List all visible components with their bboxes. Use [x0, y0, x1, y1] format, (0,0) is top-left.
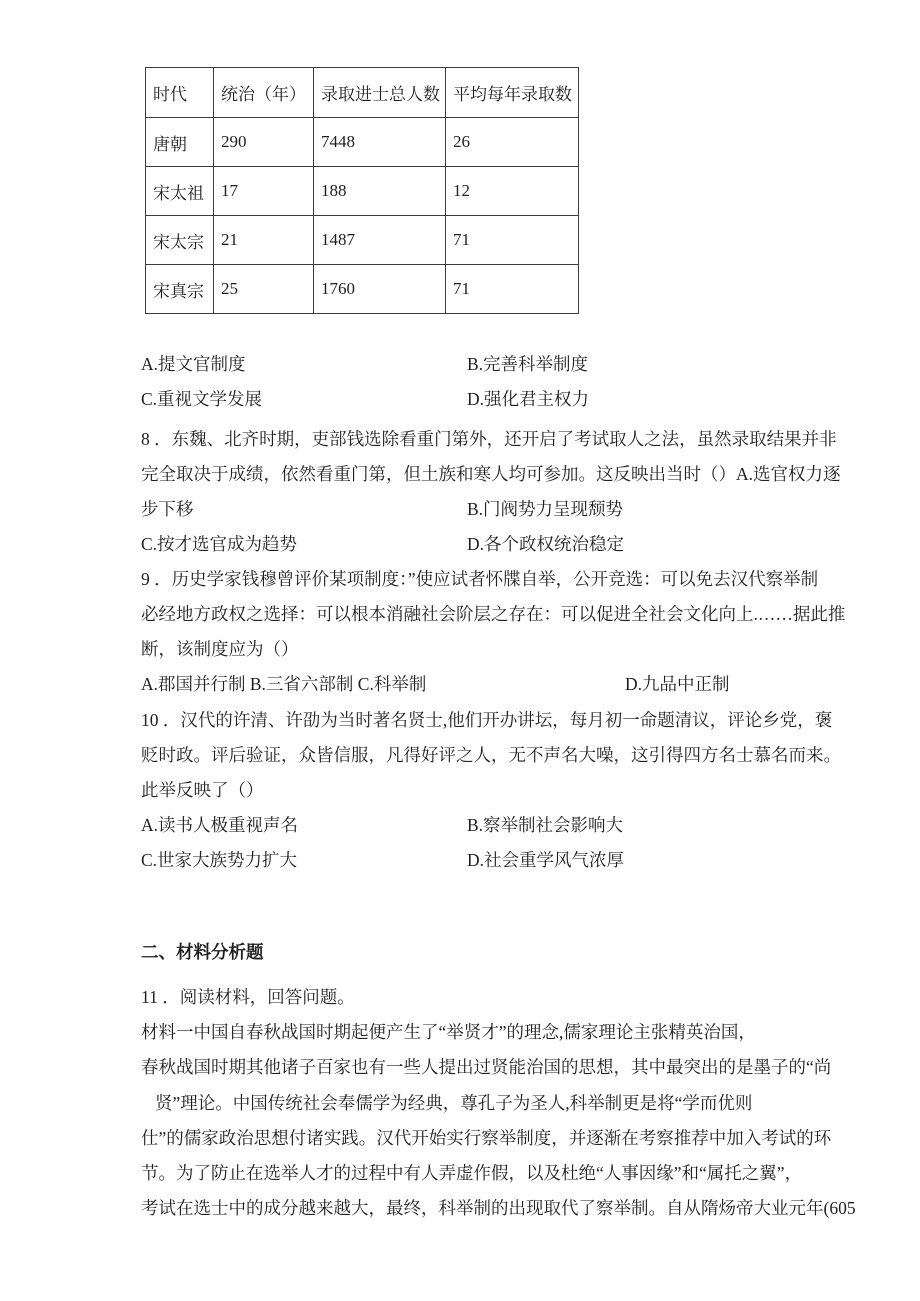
q7-option-d: D.强化君主权力 [467, 389, 590, 409]
q10-option-d: D.社会重学风气浓厚 [467, 850, 625, 870]
material-line-1: 材料一中国自春秋战国时期起便产生了“举贤才”的理念,儒家理论主张精英治国， [141, 1022, 756, 1042]
material-line-4: 仕”的儒家政治思想付诸实践。汉代开始实行察举制度，并逐渐在考察推荐中加入考试的环 [141, 1128, 832, 1148]
table-header-cell: 录取进士总人数 [314, 68, 446, 118]
table-cell: 71 [446, 216, 579, 265]
q8-options-row-1 [141, 497, 806, 521]
q10-option-c: C.世家大族势力扩大 [141, 850, 298, 870]
q8-option-d: D.各个政权统治稳定 [467, 534, 625, 554]
table-cell: 7448 [314, 118, 446, 167]
q11-intro: 11 ．阅读材料，回答问题。 [141, 987, 355, 1007]
table-cell: 1487 [314, 216, 446, 265]
q7-option-b: B.完善科举制度 [467, 354, 589, 374]
table-cell: 12 [446, 167, 579, 216]
q10-line-2: 贬时政。评后验证，众皆信服，凡得好评之人，无不声名大噪，这引得四方名士慕名而来。 [141, 745, 841, 765]
q10-line-3: 此举反映了（） [141, 780, 264, 800]
q9-line-2: 必经地方政权之选择：可以根本消融社会阶层之存在：可以促进全社会文化向上.……据此推 [141, 604, 846, 624]
table-header-cell: 时代 [146, 68, 214, 118]
q8-line-2: 完全取决于成绩，依然看重门第，但土族和寒人均可参加。这反映出当时（）A.选官权力逐 [141, 464, 841, 484]
table-cell: 宋太祖 [146, 167, 214, 216]
material-line-3: 贤”理论。中国传统社会奉儒学为经典，尊孔子为圣人,科举制更是将“学而优则 [155, 1093, 753, 1113]
table-cell: 21 [214, 216, 314, 265]
table-row [146, 216, 579, 265]
section-heading: 二、材料分析题 [141, 942, 264, 962]
table-row [146, 118, 579, 167]
table-header-row [146, 68, 579, 118]
q8-options-row-2 [141, 532, 806, 556]
table-cell: 唐朝 [146, 118, 214, 167]
q7-options-row-2 [141, 387, 806, 411]
table-row [146, 265, 579, 314]
table-cell: 26 [446, 118, 579, 167]
q8-option-c: C.按才选官成为趋势 [141, 534, 298, 554]
q9-line-1: 9 ．历史学家钱穆曾评价某项制度：”使应试者怀牒自举，公开竞选：可以免去汉代察举制 [141, 569, 819, 589]
table-cell: 宋真宗 [146, 265, 214, 314]
q10-options-row-1 [141, 813, 806, 837]
q7-options-row-1 [141, 352, 806, 376]
q9-option-d: D.九品中正制 [625, 674, 730, 694]
table-cell: 290 [214, 118, 314, 167]
table-header-cell: 统治（年） [214, 68, 314, 118]
q8-option-a-cont: 步下移 [141, 499, 194, 519]
q9-options-row [141, 672, 806, 696]
table-cell: 71 [446, 265, 579, 314]
q9-options-abc: A.郡国并行制 B.三省六部制 C.科举制 [141, 674, 427, 694]
q10-option-a: A.读书人极重视声名 [141, 815, 299, 835]
q7-option-a: A.提文官制度 [141, 354, 246, 374]
q10-options-row-2 [141, 848, 806, 872]
q9-line-3: 断，该制度应为（） [141, 639, 299, 659]
material-line-6: 考试在选士中的成分越来越大，最终，科举制的出现取代了察举制。自从隋炀帝大业元年(605 [141, 1198, 856, 1218]
q10-option-b: B.察举制社会影响大 [467, 815, 624, 835]
table-cell: 17 [214, 167, 314, 216]
q8-option-b: B.门阀势力呈现颓势 [467, 499, 624, 519]
table-row [146, 167, 579, 216]
q8-line-1: 8 ．东魏、北齐时期，吏部钱选除看重门第外，还开启了考试取人之法，虽然录取结果并非 [141, 429, 837, 449]
material-line-2: 春秋战国时期其他诸子百家也有一些人提出过贤能治国的思想，其中最突出的是墨子的“尚 [141, 1057, 832, 1077]
table-cell: 188 [314, 167, 446, 216]
table-cell: 1760 [314, 265, 446, 314]
table-cell: 宋太宗 [146, 216, 214, 265]
table-cell: 25 [214, 265, 314, 314]
q7-option-c: C.重视文学发展 [141, 389, 263, 409]
table-header-cell: 平均每年录取数 [446, 68, 579, 118]
material-line-5: 节。为了防止在选举人才的过程中有人弄虚作假，以及杜绝“人事因缘”和“属托之翼”， [141, 1163, 803, 1183]
admissions-table [145, 67, 579, 314]
q10-line-1: 10 ．汉代的许清、许劭为当时著名贤士,他们开办讲坛，每月初一命题清议，评论乡党，褒 [141, 710, 833, 730]
